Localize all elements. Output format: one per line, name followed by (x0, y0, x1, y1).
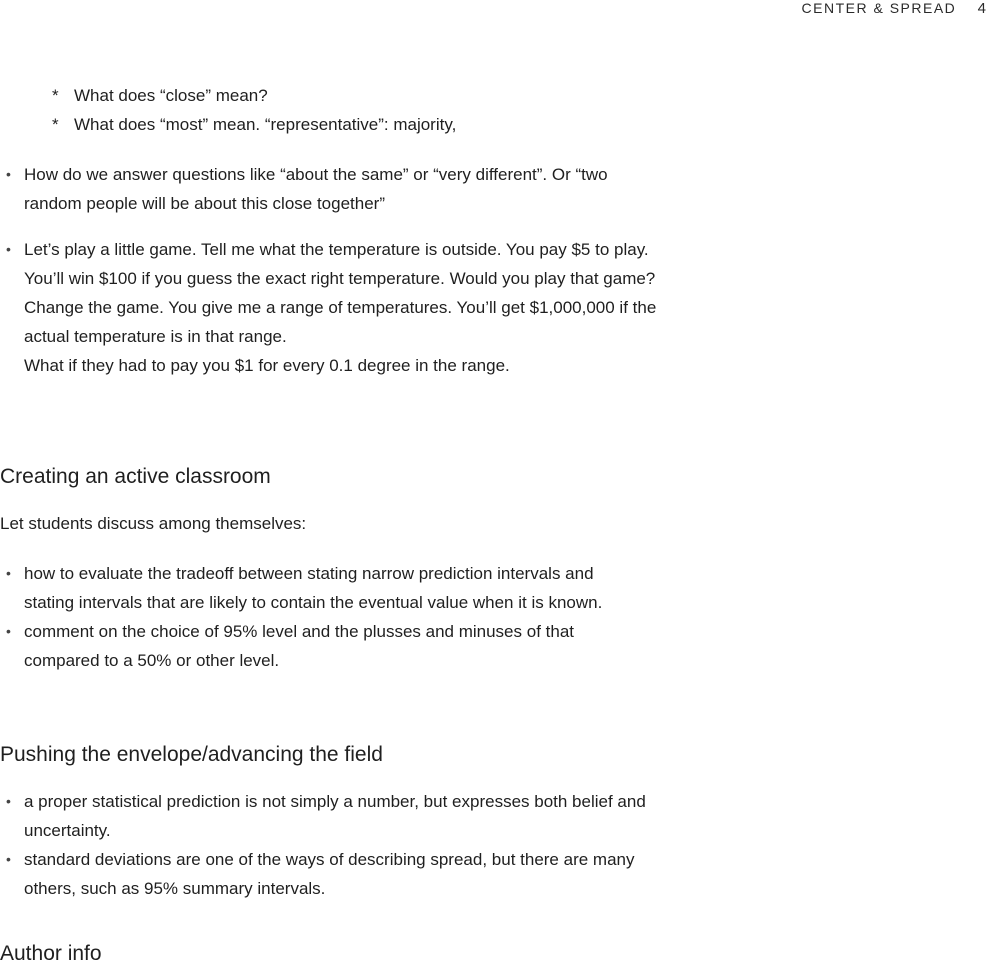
envelope-list (6, 787, 646, 903)
list-item (6, 559, 646, 617)
list-item-text: What does “most” mean. “representative”: majority, (74, 115, 457, 134)
list-item-text: What does “close” mean? (74, 86, 268, 105)
section-heading-author-info: Author info (0, 942, 102, 965)
list-item-text: Let’s play a little game. Tell me what the temperature is outside. You pay $5 to play. You’ll win $100 if you guess the exact right temperature. Would you play that game? (24, 240, 656, 288)
list-item (52, 110, 456, 139)
running-head (802, 0, 986, 20)
list-item (6, 160, 666, 218)
asterisk-icon: * (52, 86, 59, 105)
list-item (6, 787, 646, 845)
bullet-icon: • (6, 241, 11, 257)
list-item-text: a proper statistical prediction is not simply a number, but expresses both belief and uncertainty. (24, 792, 646, 840)
page-number: 4 (977, 0, 986, 17)
question-list (6, 160, 666, 380)
bullet-icon: • (6, 166, 11, 182)
section-intro: Let students discuss among themselves: (0, 514, 307, 533)
list-item-paragraph: What if they had to pay you $1 for every 0.1 degree in the range. (24, 356, 510, 375)
list-item-text: comment on the choice of 95% level and the plusses and minuses of that compared to a 50% or other level. (24, 622, 574, 670)
classroom-list (6, 559, 646, 675)
list-item-text: standard deviations are one of the ways of describing spread, but there are many others, such as 95% summary intervals. (24, 850, 635, 898)
asterisk-icon: * (52, 115, 59, 134)
bullet-icon: • (6, 565, 11, 581)
list-item-text: How do we answer questions like “about the same” or “very different”. Or “two random people will be about this close together” (24, 165, 608, 213)
list-item (6, 235, 666, 380)
bullet-icon: • (6, 793, 11, 809)
section-heading-active-classroom: Creating an active classroom (0, 465, 271, 488)
bullet-icon: • (6, 623, 11, 639)
list-item (6, 845, 646, 903)
list-item (6, 617, 646, 675)
sub-question-list (52, 81, 456, 139)
section-heading-envelope: Pushing the envelope/advancing the field (0, 743, 383, 766)
running-head-title: CENTER & SPREAD (801, 0, 957, 16)
list-item-paragraph: Change the game. You give me a range of temperatures. You’ll get $1,000,000 if the actual temperature is in that range. (24, 298, 657, 346)
list-item (52, 81, 456, 110)
list-item-text: how to evaluate the tradeoff between stating narrow prediction intervals and stating intervals that are likely to contain the eventual value when it is known. (24, 564, 603, 612)
bullet-icon: • (6, 851, 11, 867)
